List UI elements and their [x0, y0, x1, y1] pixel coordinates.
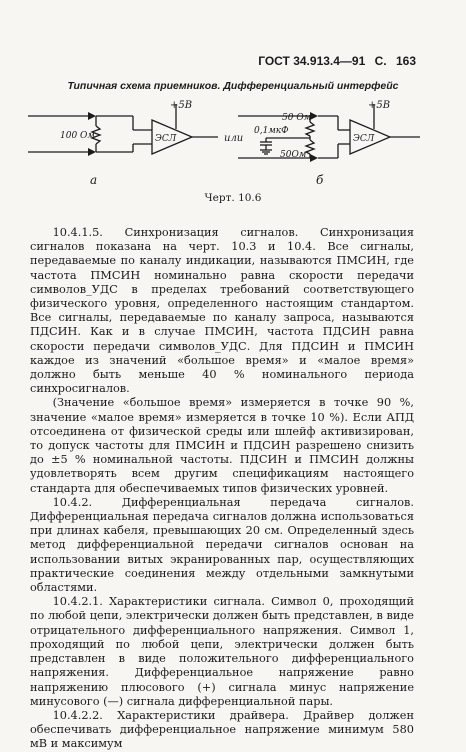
main-text [30, 226, 414, 752]
paragraph: 10.4.2.2. Характеристики драйвера. Драйвер должен обеспечивать дифференциальное напряжение минимум 580 мВ и максимум [30, 708, 414, 751]
resistor-label-a: 100 Ом [60, 131, 95, 141]
resistor-top-label: 50 Ом [282, 113, 312, 123]
circuit-b [238, 100, 420, 187]
ecl-label-a: ЭСЛ [155, 134, 177, 144]
page-number: 163 [395, 54, 416, 68]
standard-number: ГОСТ 34.913.4—91 [258, 54, 366, 68]
resistor-bottom-label: 50Ом [280, 150, 307, 160]
supply-label-a: +5В [170, 100, 193, 111]
capacitor-label: 0,1мкФ [254, 126, 289, 136]
sublabel-a: а [90, 173, 98, 187]
paragraph: 10.4.2. Дифференциальная передача сигналов. Дифференциальная передача сигналов должна использоваться при длинах кабеля, превышающих 20 см. Определенный здесь метод дифференциальной передачи сигналов основан на использовании витых экранированных пар, осуществляющих практические соединения между отдельными замкнутыми областями. [30, 495, 414, 595]
figure-caption: Черт. 10.6 [204, 192, 262, 204]
circuit-a [28, 100, 218, 187]
paragraph: 10.4.2.1. Характеристики сигнала. Символ 0, проходящий по любой цепи, электрически должен быть представлен, в виде отрицательного дифференциального напряжения. Символ 1, проходящий по любой цепи, электрически должен быть представлен в виде положительного дифференциального напряжения. Дифференциальное напряжение равно напряжению плюсового (+) сигнала минус напряжение минусового (—) сигнала дифференциальной пары. [30, 595, 414, 708]
supply-label-b: +5В [368, 100, 391, 111]
sublabel-b: б [316, 173, 324, 187]
paragraph: (Значение «большое время» измеряется в точке 90 %, значение «малое время» измеряется в точке 10 %). Если АПД отсоединена от физической среды или шлейф активизирован, то допуск частоты для ПМСИН и ПДСИН разрешено снизить до ±5 % номинальной частоты. ПДСИН и ПМСИН должны удовлетворять всем другим спецификациям настоящего стандарта для обеспечиваемых типов физических уровней. [30, 396, 414, 495]
page-header [252, 54, 416, 68]
figure-title: Типичная схема приемников. Дифференциальный интерфейс [67, 80, 399, 92]
paragraph: 10.4.1.5. Синхронизация сигналов. Синхронизация сигналов показана на черт. 10.3 и 10.4. Все сигналы, передаваемые по каналу индикации, называются ПМСИН, где частота ПМСИН номинально равна скорости передачи символов_УДС в пределах требований соответствующего физического уровня, определенного настоящим стандартом. Все сигналы, передаваемые по каналу запроса, называются ПДСИН. Как и в случае ПМСИН, частота ПДСИН равна скорости передачи символов_УДС. Для ПДСИН и ПМСИН каждое из значений «большое время» и «малое время» должно быть меньше 40 % номинального периода синхросигналов. [30, 226, 414, 396]
receiver-schematic [28, 96, 428, 196]
or-text: или [224, 133, 244, 144]
ecl-label-b: ЭСЛ [353, 134, 375, 144]
page-prefix: С. [374, 54, 387, 68]
